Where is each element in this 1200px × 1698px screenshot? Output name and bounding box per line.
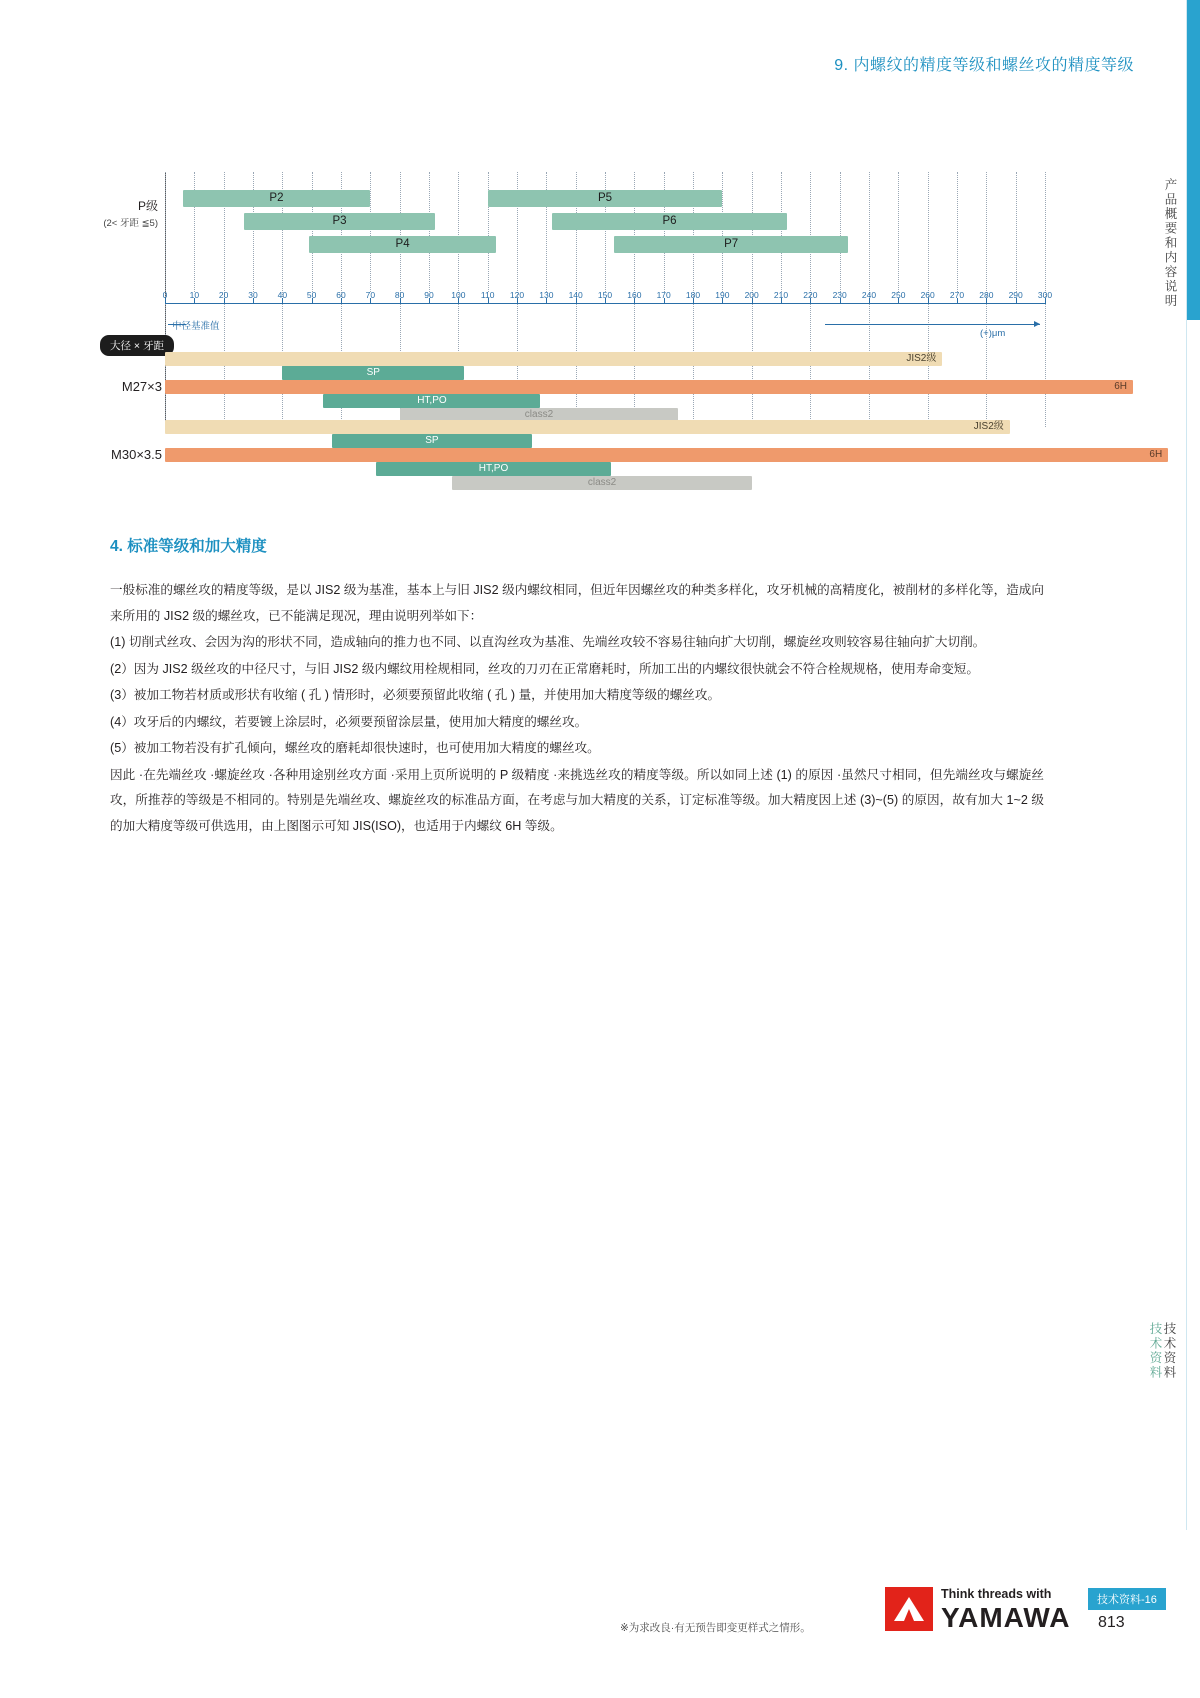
section-body [110, 578, 1044, 840]
gridline [1016, 172, 1018, 292]
axis-tick-label: 230 [832, 290, 847, 300]
tolerance-chart [100, 172, 1163, 488]
tolerance-bar: 6H [165, 448, 1168, 462]
axis-tick-label: 110 [480, 290, 495, 300]
axis-tick-label: 150 [597, 290, 613, 300]
tolerance-bar: class2 [400, 408, 679, 422]
gridline [840, 172, 842, 292]
chart-x-axis [162, 290, 1053, 324]
body-paragraph: (5）被加工物若没有扩孔倾向，螺丝攻的磨耗却很快速时，也可使用加大精度的螺丝攻。 [110, 741, 600, 755]
p-class-label: P级 (2< 牙距 ≦5) [103, 199, 158, 229]
axis-tick-label: 180 [685, 290, 701, 300]
axis-unit-label: (+)μm [980, 328, 1006, 339]
baseline-note: 中径基准值 [172, 321, 220, 332]
axis-tick-label: 160 [627, 290, 642, 300]
right-edge-bar-top [1186, 0, 1200, 170]
gridline [781, 172, 783, 292]
tech-badge: 技术资料-16 [1088, 1588, 1166, 1610]
size-row-label: M27×3 [121, 379, 162, 394]
axis-tick-label: 0 [162, 290, 168, 300]
axis-tick-label: 10 [189, 290, 200, 300]
p-grade-bar: P5 [488, 190, 723, 207]
tolerance-bar: SP [282, 366, 464, 380]
body-paragraph: (3）被加工物若材质或形状有收缩 ( 孔 ) 情形时，必须要预留此收缩 ( 孔 ) 量，并使用加大精度等级的螺丝攻。 [110, 688, 721, 702]
axis-tick-label: 280 [979, 290, 994, 300]
axis-tick-label: 290 [1008, 290, 1023, 300]
p-grade-bar: P2 [183, 190, 371, 207]
axis-tick-label: 130 [539, 290, 554, 300]
tolerance-bar: class2 [452, 476, 751, 490]
body-paragraph: 因此 ·在先端丝攻 ·螺旋丝攻 ·各种用途别丝攻方面 ·采用上页所说明的 P 级精度 ·来挑选丝攻的精度等级。所以如同上述 (1) 的原因 ·虽然尺寸相同，但先端丝攻与螺旋丝攻，所推荐的等级是不相同的。特别是先端丝攻、螺旋丝攻的标准品方面，在考虑与加大精度的关系，订定标准等级。加大精度因上述 (3)~(5) 的原因，故有加大 1~2 级的加大精度等级可供选用，由上图图示可知 JIS(ISO)，也适用于内螺纹 6H 等级。 [110, 767, 1044, 833]
tolerance-bar: HT,PO [323, 394, 540, 408]
axis-tick-label: 100 [451, 290, 466, 300]
brand-name: YAMAWA [941, 1602, 1071, 1633]
axis-tick-label: 30 [248, 290, 258, 300]
p-grade-bar: P6 [552, 213, 787, 230]
gridline [429, 172, 431, 292]
brand-tagline: Think threads with [941, 1587, 1052, 1601]
size-pitch-pill: 大径 × 牙距 [100, 335, 174, 356]
axis-tick-label: 220 [803, 290, 818, 300]
yamawa-logo [885, 1585, 1075, 1635]
size-row-label: M30×3.5 [111, 447, 162, 462]
axis-tick-label: 60 [336, 290, 346, 300]
axis-tick-label: 200 [744, 290, 759, 300]
axis-tick-label: 260 [920, 290, 935, 300]
tolerance-bar: SP [332, 434, 531, 448]
page-title: 9. 内螺纹的精度等级和螺丝攻的精度等级 [834, 57, 1134, 74]
axis-tick-label: 70 [365, 290, 376, 300]
p-grade-bar: P3 [244, 213, 435, 230]
right-edge-rule [1186, 0, 1187, 1530]
p-grade-bar: P7 [614, 236, 849, 253]
tolerance-bar: 6H [165, 380, 1133, 394]
axis-tick-label: 120 [509, 290, 525, 300]
axis-tick-label: 300 [1037, 290, 1053, 300]
tolerance-bar: JIS2级 [165, 420, 1010, 434]
axis-tick-label: 170 [656, 290, 671, 300]
gridline [370, 172, 372, 292]
yamawa-mark-icon [885, 1587, 933, 1631]
axis-tick-label: 250 [891, 290, 906, 300]
body-paragraph: (2）因为 JIS2 级丝攻的中径尺寸，与旧 JIS2 级内螺纹用栓规相同，丝攻的刀刃在正常磨耗时，所加工出的内螺纹很快就会不符合栓规规格，使用寿命变短。 [110, 661, 979, 676]
right-edge-bar-mid [1186, 170, 1200, 320]
tolerance-bar: HT,PO [376, 462, 611, 476]
body-paragraph: (4）攻牙后的内螺纹，若要镀上涂层时，必须要预留涂层量，使用加大精度的螺丝攻。 [110, 714, 588, 729]
axis-tick-label: 270 [949, 290, 965, 300]
side-tab-label-bottom-green: 技术资料 [1148, 1322, 1162, 1380]
axis-tick-label: 210 [773, 290, 789, 300]
body-paragraph: 一般标准的螺丝攻的精度等级，是以 JIS2 级为基准，基本上与旧 JIS2 级内螺纹相同，但近年因螺丝攻的种类多样化，攻牙机械的高精度化，被削材的多样化等，造成向来所用的 JIS2 级的螺丝攻，已不能满足现况，理由说明列举如下： [110, 583, 1044, 623]
footer-note: ※为求改良·有无预告即变更样式之情形。 [620, 1622, 811, 1634]
axis-tick-label: 40 [277, 290, 288, 300]
plus-direction-arrow [825, 324, 1040, 325]
gridline [957, 172, 959, 292]
axis-tick-label: 140 [568, 290, 583, 300]
p-grade-bar: P4 [309, 236, 497, 253]
axis-tick-label: 190 [715, 290, 730, 300]
tolerance-bar: JIS2级 [165, 352, 942, 366]
side-tab-label-top: 产品概要和内容说明 [1163, 178, 1177, 309]
axis-tick-label: 80 [394, 290, 405, 300]
gridline [722, 172, 724, 292]
body-paragraph: (1) 切削式丝攻、会因为沟的形状不同，造成轴向的推力也不同、以直沟丝攻为基准、先端丝攻较不容易往轴向扩大切削，螺旋丝攻则较容易往轴向扩大切削。 [110, 635, 986, 649]
axis-tick-label: 20 [218, 290, 229, 300]
gridline [898, 172, 900, 292]
page-number: 813 [1098, 1614, 1125, 1631]
section-title: 4. 标准等级和加大精度 [110, 538, 267, 555]
axis-tick-label: 240 [861, 290, 877, 300]
side-tab-label-bottom: 技术资料 [1162, 1322, 1176, 1380]
axis-tick-label: 50 [306, 290, 317, 300]
axis-tick-label: 90 [424, 290, 434, 300]
